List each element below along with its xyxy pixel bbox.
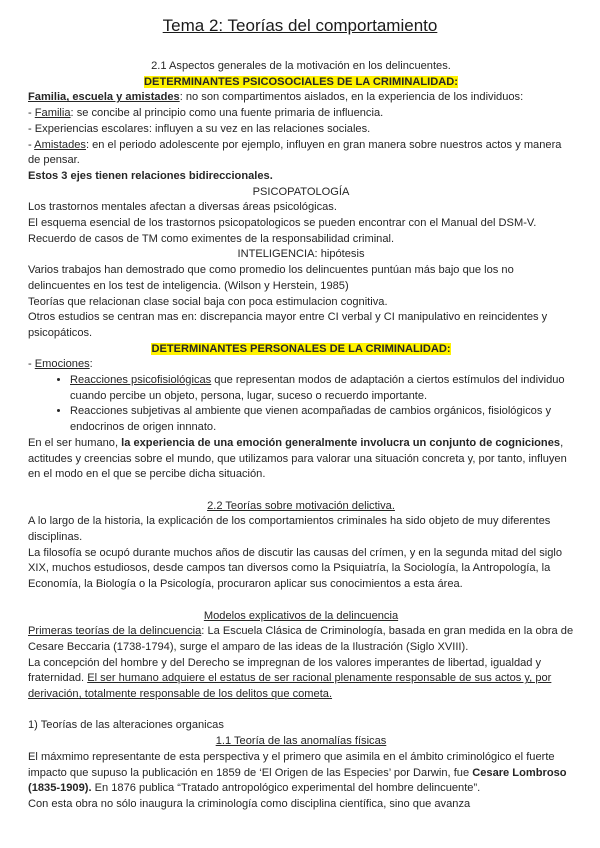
psychopathology-p1: Los trastornos mentales afectan a diversas áreas psicológicas.	[28, 201, 337, 214]
organic-theories-heading: 1) Teorías de las alteraciones organicas	[28, 719, 224, 732]
page-title: Tema 2: Teorías del comportamiento	[162, 16, 438, 35]
family-label: Familia, escuela y amistades	[28, 91, 180, 104]
family-item-label: Familia	[34, 107, 71, 120]
first-theories-text: : La Escuela Clásica de Criminología, basada en gran medida en la obra de Cesare Beccaria (1738-1794), surge el amparo de las ideas de la Ilustración (Siglo XVIII).	[28, 625, 574, 653]
first-theories-paragraph	[28, 624, 574, 655]
emotions-line: - Emociones:	[28, 358, 93, 371]
family-text: : no son compartimentos aislados, en la experiencia de los individuos:	[179, 91, 524, 104]
psychosocial-heading: DETERMINANTES PSICOSOCIALES DE LA CRIMINALIDAD:	[144, 75, 458, 88]
emotion-bullet-2: • Reacciones subjetivas al ambiente que vienen acompañadas de cambios orgánicos, fisiológicos y endocrinos de origen innnato.	[70, 404, 574, 435]
section-heading-2-2: 2.2 Teorías sobre motivación delictiva.	[207, 499, 395, 512]
human-post: , actitudes y creencias sobre el mundo, que utilizamos para valorar una situación concreta y, por tanto, influyen en el modo en el que se percibe dicha situación.	[28, 436, 567, 481]
conception-paragraph	[28, 656, 574, 703]
human-paragraph	[28, 436, 574, 483]
section-heading-2-1: 2.1 Aspectos generales de la motivación en los delincuentes.	[151, 60, 451, 72]
intelligence-p1: Varios trabajos han demostrado que como promedio los delincuentes puntúan más bajo que los no delincuentes en los test de inteligencia. (Wilson y Herstein, 1985)	[28, 264, 514, 292]
emotion-bullet-1-label: Reacciones psicofisiológicas	[70, 374, 212, 387]
anomalies-p2: Con esta obra no sólo inaugura la criminología como disciplina científica, sino que avanza	[28, 798, 471, 810]
models-heading: Modelos explicativos de la delincuencia	[203, 609, 399, 622]
axes-note: Estos 3 ejes tienen relaciones bidireccionales.	[28, 169, 273, 182]
emotions-label: Emociones	[34, 358, 90, 371]
family-item: - Familia: se concibe al principio como una fuente primaria de influencia.	[28, 107, 384, 120]
intelligence-p2: Teorías que relacionan clase social baja con poca estimulacion cognitiva.	[28, 295, 388, 308]
lombroso-name: Cesare Lombroso (1835-1909).	[28, 766, 567, 795]
human-pre: En el ser humano,	[28, 436, 122, 449]
first-theories-label: Primeras teorías de la delincuencia	[28, 625, 202, 638]
intelligence-p3: Otros estudios se centran mas en: discrepancia mayor entre CI verbal y CI manipulativo en reincidentes y psicopáticos.	[28, 311, 548, 339]
family-item-text: : se concibe al principio como una fuente primaria de influencia.	[70, 107, 384, 120]
emotion-bullet-1	[70, 373, 574, 404]
physical-anomalies-heading: 1.1 Teoría de las anomalías físicas	[215, 735, 387, 748]
personal-heading: DETERMINANTES PERSONALES DE LA CRIMINALIDAD:	[151, 342, 451, 355]
conception-underlined: El ser humano adquiere el estatus de ser racional plenamente responsable de sus actos y, por derivación, totalmente responsable de los delitos que cometa.	[28, 672, 552, 701]
document-body	[28, 59, 574, 813]
family-paragraph	[28, 90, 574, 106]
school-item: - Experiencias escolares: influyen a su vez en las relaciones sociales.	[28, 122, 371, 135]
psychopathology-p2: El esquema esencial de los trastornos psicopatologicos se pueden encontrar con el Manual del DSM-V.	[28, 217, 537, 230]
anomalies-p1	[28, 750, 574, 797]
conception-pre: La concepción del hombre y del Derecho se impregnan de los valores imperantes de libertad, igualdad y fraternidad.	[28, 656, 542, 685]
friends-item-label: Amistades	[34, 138, 86, 151]
friends-item: - Amistades: en el periodo adolescente por ejemplo, influyen en gran manera sobre nuestros actos y manera de pensar.	[28, 138, 562, 167]
motivation-p1: A lo largo de la historia, la explicación de los comportamientos criminales ha sido objeto de muy diferentes disciplinas.	[28, 515, 551, 544]
emotion-bullet-1-text: que representan modos de adaptación a ciertos estímulos del individuo cuando percibe un objeto, persona, lugar, suceso o recuerdo importante.	[70, 374, 565, 402]
psychopathology-heading: PSICOPATOLOGÍA	[252, 185, 350, 198]
emotions-list	[28, 373, 574, 436]
motivation-p2: La filosofía se ocupó durante muchos años de discutir las causas del crímen, y en la segunda mitad del siglo XIX, muchos estudiosos, desde campos tan diversos como la Psiquiatría, la Sociología, la Antropología, la Economía, la Biología o la Psicología, procuraron aplicar sus conocimientos a esta área.	[28, 546, 563, 591]
psychopathology-p3: Recuerdo de casos de TM como eximentes de la responsabilidad criminal.	[28, 232, 395, 245]
friends-item-text: : en el periodo adolescente por ejemplo, influyen en gran manera sobre nuestros actos y manera de pensar.	[28, 138, 562, 167]
school-item-text: Experiencias escolares: influyen a su vez en las relaciones sociales.	[34, 122, 371, 135]
human-bold: la experiencia de una emoción generalmente involucra un conjunto de cogniciones	[121, 436, 561, 449]
anomalies-p1-a: El máxmimo representante de esta perspectiva y el primero que asimila en el ámbito criminológico el fuerte impacto que supuso la publicación en 1859 de ‘El Origen de las Especies’ por Darwin, fue	[28, 750, 555, 779]
intelligence-heading: INTELIGENCIA: hipótesis	[237, 248, 365, 261]
anomalies-p1-b: En 1876 publica “Tratado antropológico experimental del hombre delincuente”.	[91, 782, 481, 795]
